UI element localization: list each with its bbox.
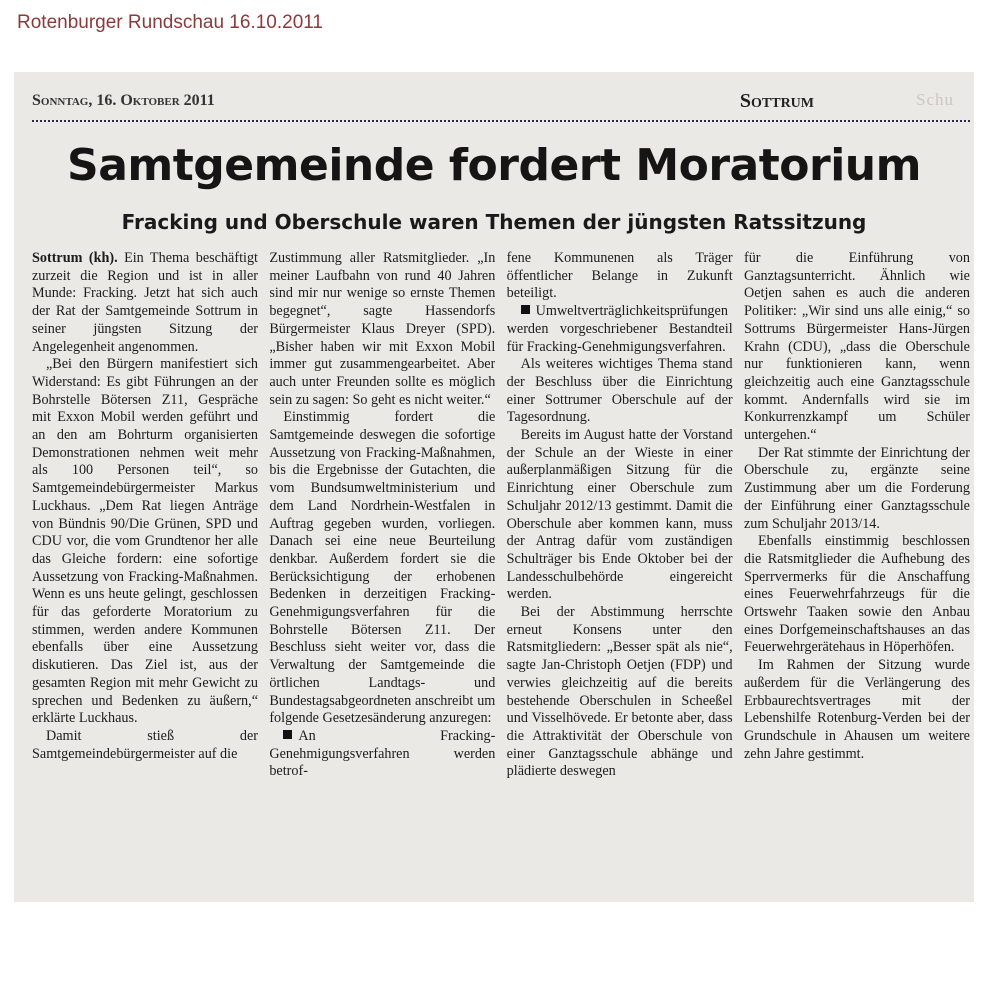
- paragraph: Bereits im August hatte der Vorstand der Schule an der Wieste in einer außerplanmäßigen Sitzung für die Einrichtung einer Oberschule zum Schuljahr 2012/13 gestimmt. Damit die Oberschule aber kommen kann, muss der Antrag dafür vom zuständigen Schulträger bis Ende Oktober bei der Landesschulbehörde eingereicht werden.: [506, 427, 733, 603]
- paragraph: Als weiteres wichtiges Thema stand der Beschluss über die Einrichtung einer Sottrumer Oberschule auf der Tagesordnung.: [506, 356, 733, 426]
- column-2: [269, 250, 495, 890]
- paragraph-text: Ein Thema beschäftigt zurzeit die Region und ist in aller Munde: Fracking. Jetzt hat sich auch der Rat der Samtgemeinde Sottrum in seiner jüngsten Sitzung der Angelegenheit angenommen.: [32, 250, 258, 355]
- paragraph: [507, 303, 733, 356]
- paragraph: fene Kommunenen als Träger öffentlicher Belange in Zukunft beteiligt.: [506, 250, 733, 302]
- bleed-through-text: Schu: [916, 90, 954, 109]
- newspaper-clipping: [14, 72, 974, 902]
- paragraph: Einstimmig fordert die Samtgemeinde deswegen die sofortige Aussetzung von Fracking-Maßnahmen, bis die Ergebnisse der Gutachten, die vom Bundsumweltministerium und dem Land Nordrhein-Westfalen in Auftrag gegeben wurden, vorliegen. Danach sei eine neue Beurteilung denkbar. Außerdem fordert sie die Berücksichtigung der erhobenen Bedenken in derzeitigen Fracking-Genehmigungsverfahren für die Bohrstelle Bötersen Z11. Der Beschluss sieht weiter vor, dass die Verwaltung der Samtgemeinde die örtlichen Landtags- und Bundestagsabgeordneten anschreibt um folgende Gesetzesänderung anzuregen:: [269, 409, 496, 727]
- dotted-rule: [32, 120, 970, 122]
- paragraph: Bei der Abstimmung herrschte erneut Konsens unter den Ratsmitgliedern: „Besser spät als nie“, sagte Jan-Christoph Oetjen (FDP) und verwies gleichzeitig auf die bereits bestehende Oberschulen in Scheeßel und Visselhövede. Er betonte aber, dass die Attraktivität der Oberschule von einer Ganztagsschule abhänge und plädierte deswegen: [506, 604, 733, 780]
- paragraph: Damit stieß der Samtgemeindebürgermeister auf die: [32, 727, 258, 762]
- article-body: [32, 250, 970, 890]
- dateline: Sottrum (kh).: [32, 250, 118, 266]
- paragraph: Im Rahmen der Sitzung wurde außerdem für die Verlängerung des Erbbaurechtsvertrages mit der Lebenshilfe Rotenburg-Verden bei der Grundschule in Ahausen um weitere zehn Jahre gestimmt.: [743, 657, 970, 762]
- column-3: [507, 250, 733, 890]
- headline: Samtgemeinde fordert Moratorium: [67, 140, 921, 191]
- source-caption: Rotenburger Rundschau 16.10.2011: [17, 12, 323, 33]
- section-name: Sottrum: [739, 90, 814, 112]
- paragraph: Der Rat stimmte der Einrichtung der Oberschule zu, ergänzte seine Zustimmung aber um die Forderung der Einführung einer Ganztagsschule zum Schuljahr 2013/14.: [743, 444, 970, 532]
- paragraph: Zustimmung aller Ratsmitglieder. „In meiner Laufbahn von rund 40 Jahren sind mir nur wenige so ernste Themen begegnet“, sagte Hassendorfs Bürgermeister Klaus Dreyer (SPD). „Bisher haben wir mit Exxon Mobil immer gut zusammengearbeitet. Aber auch unter Freunden sollte es möglich sein zu sagen: So geht es nicht weiter.“: [269, 250, 496, 408]
- paragraph: Ebenfalls einstimmig beschlossen die Ratsmitglieder die Aufhebung des Sperrvermerks für die Anschaffung eines Feuerwehrfahrzeugs für die Ortswehr Taaken sowie den Anbau eines Dorfgemeinschaftshauses an das Feuerwehrgerätehaus in Höperhöfen.: [743, 533, 970, 656]
- paragraph-text: An Fracking-Genehmigungsverfahren werden betrof-: [269, 727, 496, 780]
- paragraph: [269, 728, 495, 781]
- subheadline: Fracking und Oberschule waren Themen der jüngsten Ratssitzung: [121, 210, 867, 234]
- bullet-square-icon: [521, 305, 530, 314]
- column-1: [32, 250, 258, 890]
- column-4: [744, 250, 970, 890]
- paragraph: [32, 250, 258, 356]
- paragraph-text: Umweltverträglichkeitsprüfungen werden vorgeschriebener Bestandteil für Fracking-Genehmigungsverfahren.: [506, 303, 733, 355]
- paragraph: für die Einführung von Ganztagsunterricht. Ähnlich wie Oetjen sahen es auch die anderen Politiker: „Wir sind uns alle einig,“ so Sottrums Bürgermeister Hans-Jürgen Krahn (CDU), „dass die Oberschule nur funktionieren kann, wenn gleichzeitig auch eine Ganztagsschule kommt. Andernfalls wird sie im Konkurrenzkampf um Schüler untergehen.“: [743, 250, 970, 444]
- bullet-square-icon: [283, 730, 292, 739]
- paragraph: „Bei den Bürgern manifestiert sich Widerstand: Es gibt Führungen an der Bohrstelle Bötersen Z11, Gespräche mit Exxon Mobil werden geführt und an den am Bohrturm organisierten Demonstrationen nehmen weit mehr als 100 Personen teil“, so Samtgemeindebürgermeister Markus Luckhaus. „Dem Rat liegen Anträge von Bündnis 90/Die Grünen, SPD und CDU vor, die vom Grundtenor her alle das Gleiche fordern: eine sofortige Aussetzung von Fracking-Maßnahmen. Wenn es uns heute gelingt, geschlossen für das geforderte Moratorium zu stimmen, werden andere Kommunen ebenfalls über eine Aussetzung diskutieren. Das Ziel ist, aus der gesamten Region mit mehr Gewicht zu sprechen und Bedenken zu äußern,“ erklärte Luckhaus.: [32, 356, 258, 727]
- issue-date: Sonntag, 16. Oktober 2011: [32, 92, 215, 109]
